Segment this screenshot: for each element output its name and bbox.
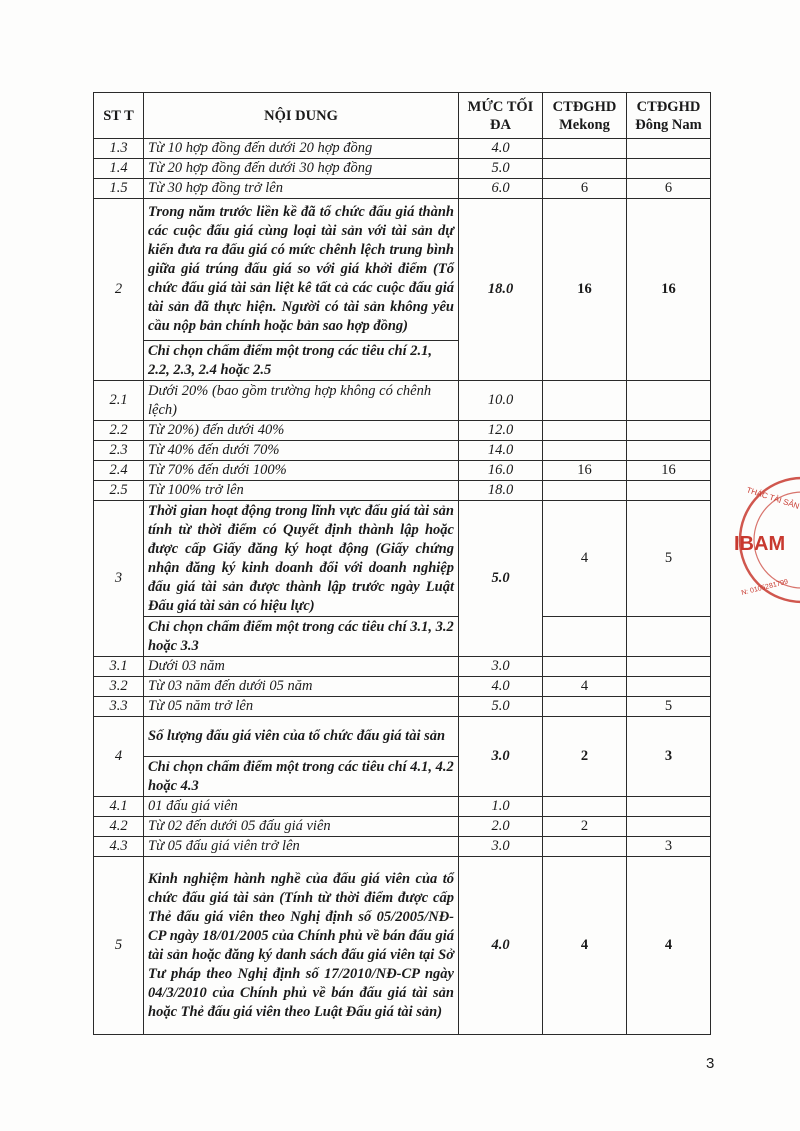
row-stt: 3 — [94, 501, 144, 657]
row-content: Từ 40% đến dưới 70% — [144, 441, 459, 461]
row-dong-nam: 16 — [627, 461, 711, 481]
svg-text:THÁC TÀI SẢN: THÁC TÀI SẢN — [745, 485, 800, 511]
table-row — [94, 657, 711, 677]
row-mekong — [543, 697, 627, 717]
row-stt: 4.2 — [94, 817, 144, 837]
row-content: Số lượng đấu giá viên của tổ chức đấu giá tài sản — [144, 717, 459, 757]
row-stt: 1.4 — [94, 159, 144, 179]
table-row — [94, 421, 711, 441]
header-content: NỘI DUNG — [144, 93, 459, 139]
row-content: Trong năm trước liền kề đã tổ chức đấu giá thành các cuộc đấu giá cùng loại tài sản với tài sản dự kiến đưa ra đấu giá có mức chênh lệch trung bình giữa giá trúng đấu giá so với giá khởi điểm (Tổ chức đấu giá tài sản liệt kê tất cả các cuộc đấu giá tài sản đã thực hiện. Người có tài sản không yêu cầu nộp bản chính hoặc bản sao hợp đồng) — [144, 199, 459, 341]
row-max: 10.0 — [459, 381, 543, 421]
row-stt: 2.1 — [94, 381, 144, 421]
row-dong-nam: 3 — [627, 717, 711, 797]
row-dong-nam — [627, 159, 711, 179]
row-mekong: 2 — [543, 817, 627, 837]
row-content: Từ 20 hợp đồng đến dưới 30 hợp đồng — [144, 159, 459, 179]
header-mekong: CTĐGHD Mekong — [543, 93, 627, 139]
row-stt: 2.3 — [94, 441, 144, 461]
table-row — [94, 159, 711, 179]
row-stt: 1.5 — [94, 179, 144, 199]
table-row — [94, 797, 711, 817]
row-mekong: 4 — [543, 857, 627, 1035]
svg-text:N: 0105281799: N: 0105281799 — [740, 578, 789, 597]
row-subtext: Chỉ chọn chấm điểm một trong các tiêu chí 4.1, 4.2 hoặc 4.3 — [144, 757, 459, 797]
row-mekong: 4 — [543, 677, 627, 697]
row-dong-nam: 5 — [627, 501, 711, 617]
row-mekong — [543, 139, 627, 159]
row-mekong — [543, 481, 627, 501]
row-content: Từ 30 hợp đồng trở lên — [144, 179, 459, 199]
table-row — [94, 717, 711, 757]
row-max: 12.0 — [459, 421, 543, 441]
row-dong-nam — [627, 441, 711, 461]
row-content: Dưới 20% (bao gồm trường hợp không có chênh lệch) — [144, 381, 459, 421]
row-mekong: 16 — [543, 461, 627, 481]
table-row — [94, 857, 711, 1035]
table-row — [94, 179, 711, 199]
table-row — [94, 441, 711, 461]
row-mekong: 2 — [543, 717, 627, 797]
header-max-score: MỨC TỐI ĐA — [459, 93, 543, 139]
row-stt: 4.1 — [94, 797, 144, 817]
row-mekong — [543, 421, 627, 441]
row-max: 14.0 — [459, 441, 543, 461]
row-max: 3.0 — [459, 837, 543, 857]
row-max: 18.0 — [459, 199, 543, 381]
row-dong-nam — [627, 817, 711, 837]
page-number: 3 — [706, 1055, 715, 1072]
company-stamp — [732, 470, 800, 610]
row-dong-nam: 4 — [627, 857, 711, 1035]
table-row — [94, 381, 711, 421]
row-dong-nam: 16 — [627, 199, 711, 381]
table-row — [94, 617, 711, 657]
row-content: Kinh nghiệm hành nghề của đấu giá viên của tổ chức đấu giá tài sản (Tính từ thời điểm được cấp Thẻ đấu giá viên theo Nghị định số 05/2005/NĐ-CP ngày 18/01/2005 của Chính phủ về bán đấu giá tài sản hoặc đăng ký danh sách đấu giá viên tại Sở Tư pháp theo Nghị định số 17/2010/NĐ-CP ngày 04/3/2010 của Chính phủ về bán đấu giá tài sản hoặc Thẻ đấu giá viên theo Luật Đấu giá tài sản) — [144, 857, 459, 1035]
row-dong-nam — [627, 797, 711, 817]
row-stt: 3.1 — [94, 657, 144, 677]
row-stt: 3.3 — [94, 697, 144, 717]
row-max: 5.0 — [459, 501, 543, 657]
row-max: 3.0 — [459, 657, 543, 677]
row-content: Từ 20%) đến dưới 40% — [144, 421, 459, 441]
row-content: 01 đấu giá viên — [144, 797, 459, 817]
table-row — [94, 817, 711, 837]
row-mekong-empty — [543, 617, 627, 657]
row-max: 5.0 — [459, 159, 543, 179]
row-mekong — [543, 381, 627, 421]
header-dong-nam: CTĐGHD Đông Nam — [627, 93, 711, 139]
row-mekong — [543, 159, 627, 179]
table-row — [94, 501, 711, 617]
row-dong-nam — [627, 381, 711, 421]
row-content: Từ 03 năm đến dưới 05 năm — [144, 677, 459, 697]
row-dong-nam: 6 — [627, 179, 711, 199]
row-max: 5.0 — [459, 697, 543, 717]
row-dong-nam — [627, 657, 711, 677]
stamp-seal-icon — [732, 470, 800, 610]
header-stt: ST T — [94, 93, 144, 139]
row-content: Từ 05 năm trở lên — [144, 697, 459, 717]
row-content: Dưới 03 năm — [144, 657, 459, 677]
table-row — [94, 139, 711, 159]
row-stt: 5 — [94, 857, 144, 1035]
svg-text:IBAM: IBAM — [734, 533, 786, 555]
row-max: 18.0 — [459, 481, 543, 501]
row-dong-nam — [627, 677, 711, 697]
row-content: Từ 02 đến dưới 05 đấu giá viên — [144, 817, 459, 837]
row-mekong — [543, 441, 627, 461]
row-max: 3.0 — [459, 717, 543, 797]
row-dong-nam — [627, 139, 711, 159]
row-dong-nam: 3 — [627, 837, 711, 857]
row-max: 4.0 — [459, 677, 543, 697]
row-subtext: Chỉ chọn chấm điểm một trong các tiêu chí 3.1, 3.2 hoặc 3.3 — [144, 617, 459, 657]
criteria-table — [93, 92, 711, 1035]
row-stt: 2.2 — [94, 421, 144, 441]
row-max: 4.0 — [459, 139, 543, 159]
table-row — [94, 837, 711, 857]
row-mekong: 6 — [543, 179, 627, 199]
row-dong-nam-empty — [627, 617, 711, 657]
row-stt: 1.3 — [94, 139, 144, 159]
table-row — [94, 697, 711, 717]
row-content: Từ 10 hợp đồng đến dưới 20 hợp đồng — [144, 139, 459, 159]
row-stt: 2.4 — [94, 461, 144, 481]
table-row — [94, 481, 711, 501]
row-max: 2.0 — [459, 817, 543, 837]
table-row — [94, 461, 711, 481]
row-mekong — [543, 657, 627, 677]
row-mekong: 4 — [543, 501, 627, 617]
row-dong-nam: 5 — [627, 697, 711, 717]
row-dong-nam — [627, 421, 711, 441]
row-stt: 4 — [94, 717, 144, 797]
row-max: 1.0 — [459, 797, 543, 817]
row-max: 16.0 — [459, 461, 543, 481]
row-content: Thời gian hoạt động trong lĩnh vực đấu giá tài sản tính từ thời điểm có Quyết định thành lập hoặc được cấp Giấy đăng ký hoạt động (Giấy chứng nhận đăng ký kinh doanh đổi với doanh nghiệp đấu giá tài sản được thành lập trước ngày Luật Đấu giá tài sản có hiệu lực) — [144, 501, 459, 617]
row-mekong — [543, 837, 627, 857]
row-content: Từ 05 đấu giá viên trở lên — [144, 837, 459, 857]
table-row — [94, 677, 711, 697]
row-stt: 2 — [94, 199, 144, 381]
row-max: 6.0 — [459, 179, 543, 199]
row-dong-nam — [627, 481, 711, 501]
table-header-row — [94, 93, 711, 139]
row-mekong — [543, 797, 627, 817]
row-max: 4.0 — [459, 857, 543, 1035]
row-subtext: Chỉ chọn chấm điểm một trong các tiêu chí 2.1, 2.2, 2.3, 2.4 hoặc 2.5 — [144, 341, 459, 381]
row-stt: 3.2 — [94, 677, 144, 697]
table-row — [94, 199, 711, 341]
row-mekong: 16 — [543, 199, 627, 381]
row-stt: 2.5 — [94, 481, 144, 501]
row-content: Từ 70% đến dưới 100% — [144, 461, 459, 481]
row-stt: 4.3 — [94, 837, 144, 857]
row-content: Từ 100% trở lên — [144, 481, 459, 501]
